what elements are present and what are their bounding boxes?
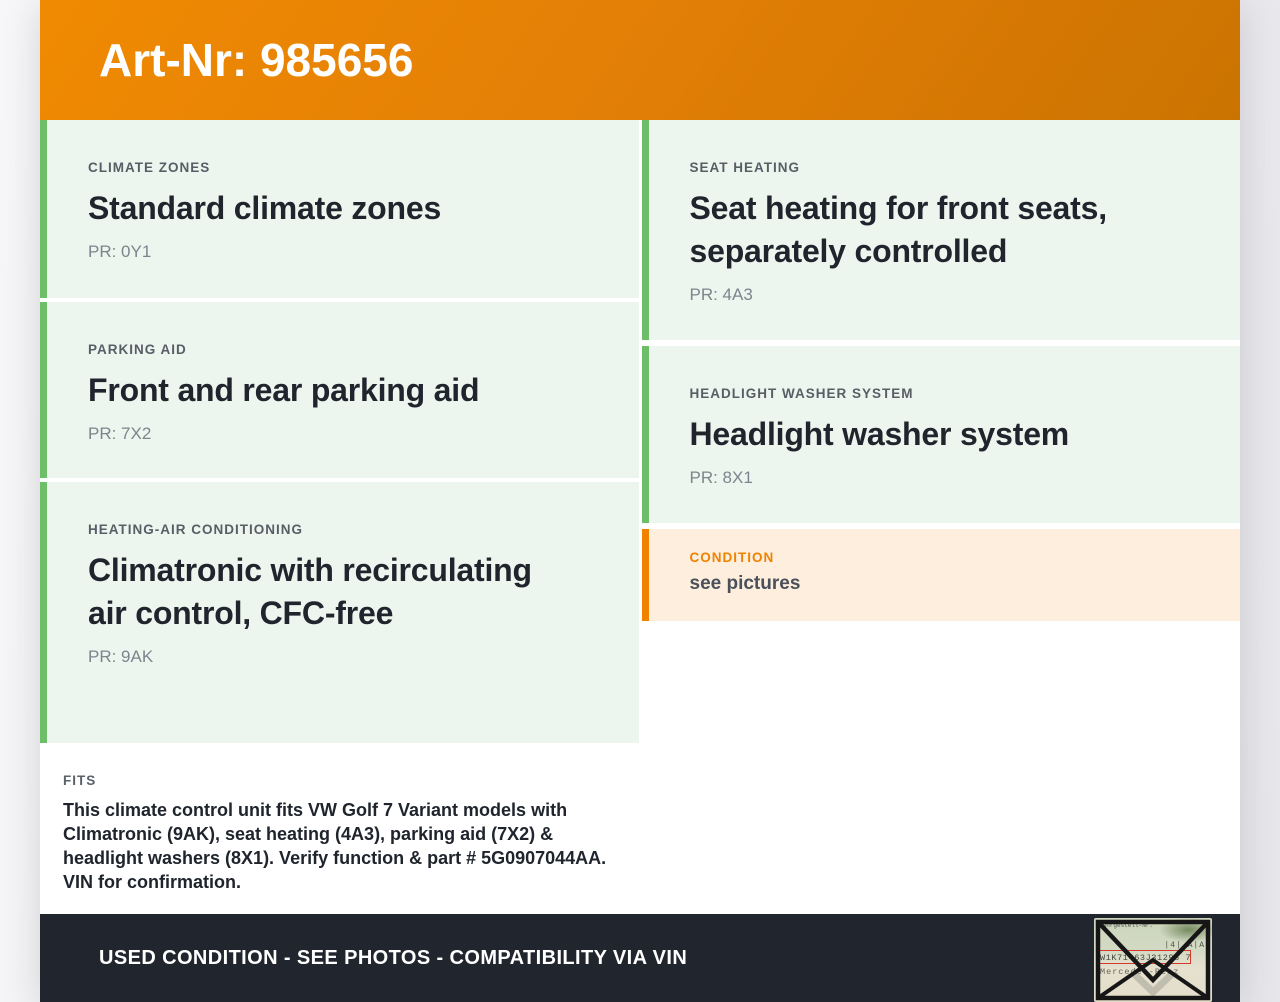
feature-label: SEAT HEATING — [689, 160, 801, 175]
feature-label: HEADLIGHT WASHER SYSTEM — [689, 386, 914, 401]
condition-label: CONDITION — [689, 550, 775, 565]
feature-label: PARKING AID — [88, 342, 187, 357]
feature-pr-code: PR: 9AK — [88, 647, 154, 666]
vin-sticker-image — [1094, 918, 1212, 1002]
feature-pr-code: PR: 4A3 — [689, 285, 753, 304]
footer-banner-text: USED CONDITION - SEE PHOTOS - COMPATIBILITY VIA VIN — [99, 946, 688, 969]
feature-title: Climatronic with recirculating air control, CFC-free — [88, 552, 532, 631]
condition-card — [642, 529, 1241, 621]
feature-card-seat-heating — [642, 120, 1241, 340]
feature-pr-code: PR: 0Y1 — [88, 242, 152, 261]
fits-description: This climate control unit fits VW Golf 7 Variant models with Climatronic (9AK), seat heating (4A3), parking aid (7X2) & headlight washers (8X1). Verify function & part # 5G0907044AA. VIN for confirmation. — [63, 800, 607, 892]
column-left — [40, 120, 639, 914]
page-title: Art-Nr: 985656 — [99, 34, 414, 86]
column-right — [642, 120, 1241, 914]
footer — [40, 914, 1240, 1002]
content — [40, 120, 1240, 914]
fits-label: FITS — [63, 773, 97, 788]
feature-label: HEATING-AIR CONDITIONING — [88, 522, 303, 537]
vin-number: W1K71463J31298 7 — [1100, 953, 1192, 963]
feature-card-headlight-washer — [642, 346, 1241, 523]
feature-title: Standard climate zones — [88, 190, 442, 226]
listing-page — [40, 0, 1240, 1002]
fits-card — [40, 747, 639, 914]
header — [40, 0, 1240, 120]
feature-label: CLIMATE ZONES — [88, 160, 211, 175]
condition-value: see pictures — [689, 573, 801, 594]
feature-pr-code: PR: 8X1 — [689, 468, 753, 487]
feature-card-parking-aid — [40, 302, 639, 478]
feature-title: Seat heating for front seats, separately controlled — [689, 190, 1107, 269]
feature-pr-code: PR: 7X2 — [88, 424, 152, 443]
sticker-code-row: |4| A|A — [1164, 941, 1205, 950]
feature-title: Headlight washer system — [689, 416, 1070, 452]
envelope-icon — [1094, 918, 1212, 1002]
feature-title: Front and rear parking aid — [88, 372, 480, 408]
brand-text: Mercedes-Benz — [1100, 967, 1180, 977]
feature-card-heating-ac — [40, 482, 639, 743]
sticker-caption: Fahrgestell-Nr. — [1099, 922, 1154, 929]
feature-card-climate-zones — [40, 120, 639, 298]
